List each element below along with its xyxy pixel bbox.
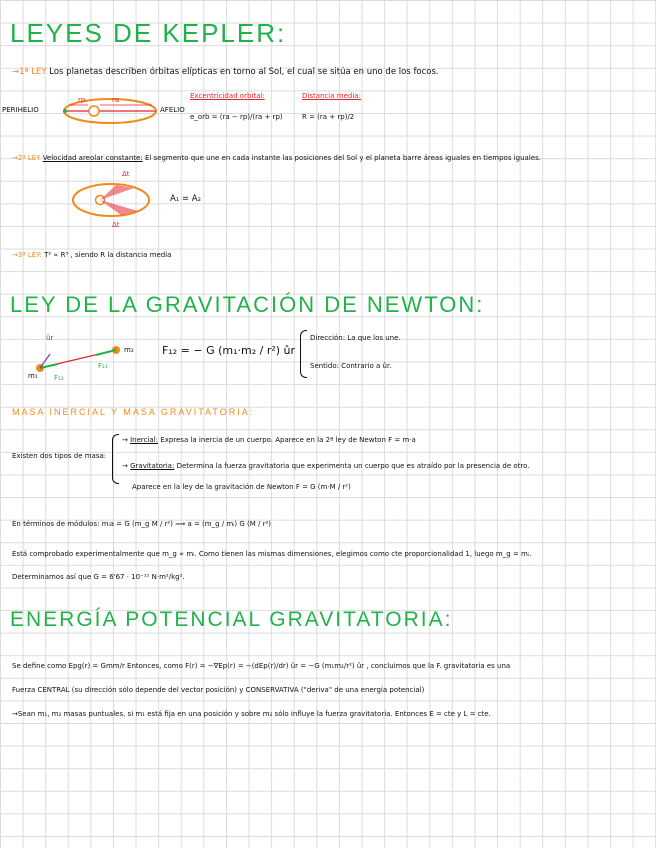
masa-title: MASA INERCIAL Y MASA GRAVITATORIA: xyxy=(12,407,255,417)
energia-line2: Fuerza CENTRAL (su dirección sólo depende del vector posición) y CONSERVATIVA ("deriva" de una energía potencial) xyxy=(12,686,425,694)
excentricidad-formula: e_orb = (ra − rp)/(ra + rp) xyxy=(190,113,283,121)
kepler-law1 xyxy=(12,67,439,78)
gravitatoria-text: Determina la fuerza gravitatoria que experimenta un cuerpo que es atraído por la presencia de otro. xyxy=(176,462,530,470)
masa-intro: Existen dos tipos de masa: xyxy=(12,452,107,460)
f21-label: F₂₁ xyxy=(98,362,108,370)
kepler-title: LEYES DE KEPLER: xyxy=(10,18,287,48)
m2-label: m₂ xyxy=(124,346,134,354)
law3-text: T² ∝ R³ , siendo R la distancia media xyxy=(44,251,172,259)
law2-text: El segmento que une en cada instante las posiciones del Sol y el planeta barre áreas iguales en tiempos iguales. xyxy=(144,154,541,162)
inercial-text: Expresa la inercia de un cuerpo. Aparece en la 2ª ley de Newton F = m·a xyxy=(160,436,416,444)
newton-sentido: Sentido: Contrario a ûr. xyxy=(310,362,392,370)
law2-prefix: →2ª LEY xyxy=(12,154,41,162)
distancia-formula: R = (ra + rp)/2 xyxy=(302,113,355,121)
f12-label: F₁₂ xyxy=(54,374,64,382)
law2-underlined: Velocidad areolar constante: xyxy=(42,154,143,162)
rp-label: rp xyxy=(78,96,86,104)
masa-brace xyxy=(112,434,119,484)
newton-brace xyxy=(300,330,307,378)
ur-label: ûr xyxy=(46,334,54,342)
dt1-label: Δt xyxy=(122,170,130,178)
inercial-label: Inercial: xyxy=(130,436,159,444)
masa-gravitatoria-2: Aparece en la ley de la gravitación de Newton F = G (m·M / r²) xyxy=(132,483,351,491)
excentricidad-label: Excentricidad orbital: xyxy=(190,92,265,100)
newton-formula: F₁₂ = − G (m₁·m₂ / r²) ûr xyxy=(162,344,296,357)
m1-label: m₁ xyxy=(28,372,38,380)
law1-prefix: →1ª LEY xyxy=(12,67,47,77)
kepler-law3 xyxy=(12,251,171,260)
perihelio-label: PERIHELIO xyxy=(2,106,39,114)
afelio-label: AFELIO xyxy=(160,106,185,114)
energia-line1: Se define como Epg(r) = Gmm/r Entonces, como F(r) = −∇Ep(r) = −(dEp(r)/dr) ûr = −G (m₁m₂/r²) ûr , concluimos que la F. gravitatoria es una xyxy=(12,662,511,670)
masa-gravitatoria: → Gravitatoria: Determina la fuerza gravitatoria que experimenta un cuerpo que es atraído por la presencia de otro. xyxy=(122,462,530,470)
energia-line3: →Sean m₁, m₂ masas puntuales, si m₁ está fija en una posición y sobre m₂ sólo influye la fuerza gravitatoria. Entonces E = cte y L = cte. xyxy=(12,710,491,718)
areas-label: A₁ = A₂ xyxy=(170,194,201,204)
ra-label: ra xyxy=(112,96,120,104)
dt2-label: Δt xyxy=(112,221,120,229)
energia-title: ENERGÍA POTENCIAL GRAVITATORIA: xyxy=(10,608,453,631)
masa-comprobado: Está comprobado experimentalmente que m_g ∝ mᵢ. Como tienen las mismas dimensiones, elegimos como cte proporcionalidad 1, luego m_g = mᵢ. xyxy=(12,550,532,558)
masa-modulos: En términos de módulos: mᵢa = G (m_g M / r²) ⟹ a = (m_g / mᵢ) G (M / r²) xyxy=(12,520,272,528)
newton-direccion: Dirección: La que los une. xyxy=(310,334,401,342)
newton-title: LEY DE LA GRAVITACIÓN DE NEWTON: xyxy=(10,292,485,317)
law1-text: Los planetas describen órbitas elípticas en torno al Sol, el cual se sitúa en uno de los focos. xyxy=(49,67,439,77)
masa-determinamos: Determinamos así que G = 6'67 · 10⁻¹¹ N·m²/kg². xyxy=(12,573,185,581)
law3-prefix: →3ª LEY: xyxy=(12,251,42,259)
orbit-diagram-2 xyxy=(66,172,156,228)
gravitatoria-label: Gravitatoria: xyxy=(130,462,175,470)
masa-inercial: → Inercial: Expresa la inercia de un cuerpo. Aparece en la 2ª ley de Newton F = m·a xyxy=(122,436,416,444)
distancia-label: Distancia media: xyxy=(302,92,361,100)
kepler-law2 xyxy=(12,154,652,163)
